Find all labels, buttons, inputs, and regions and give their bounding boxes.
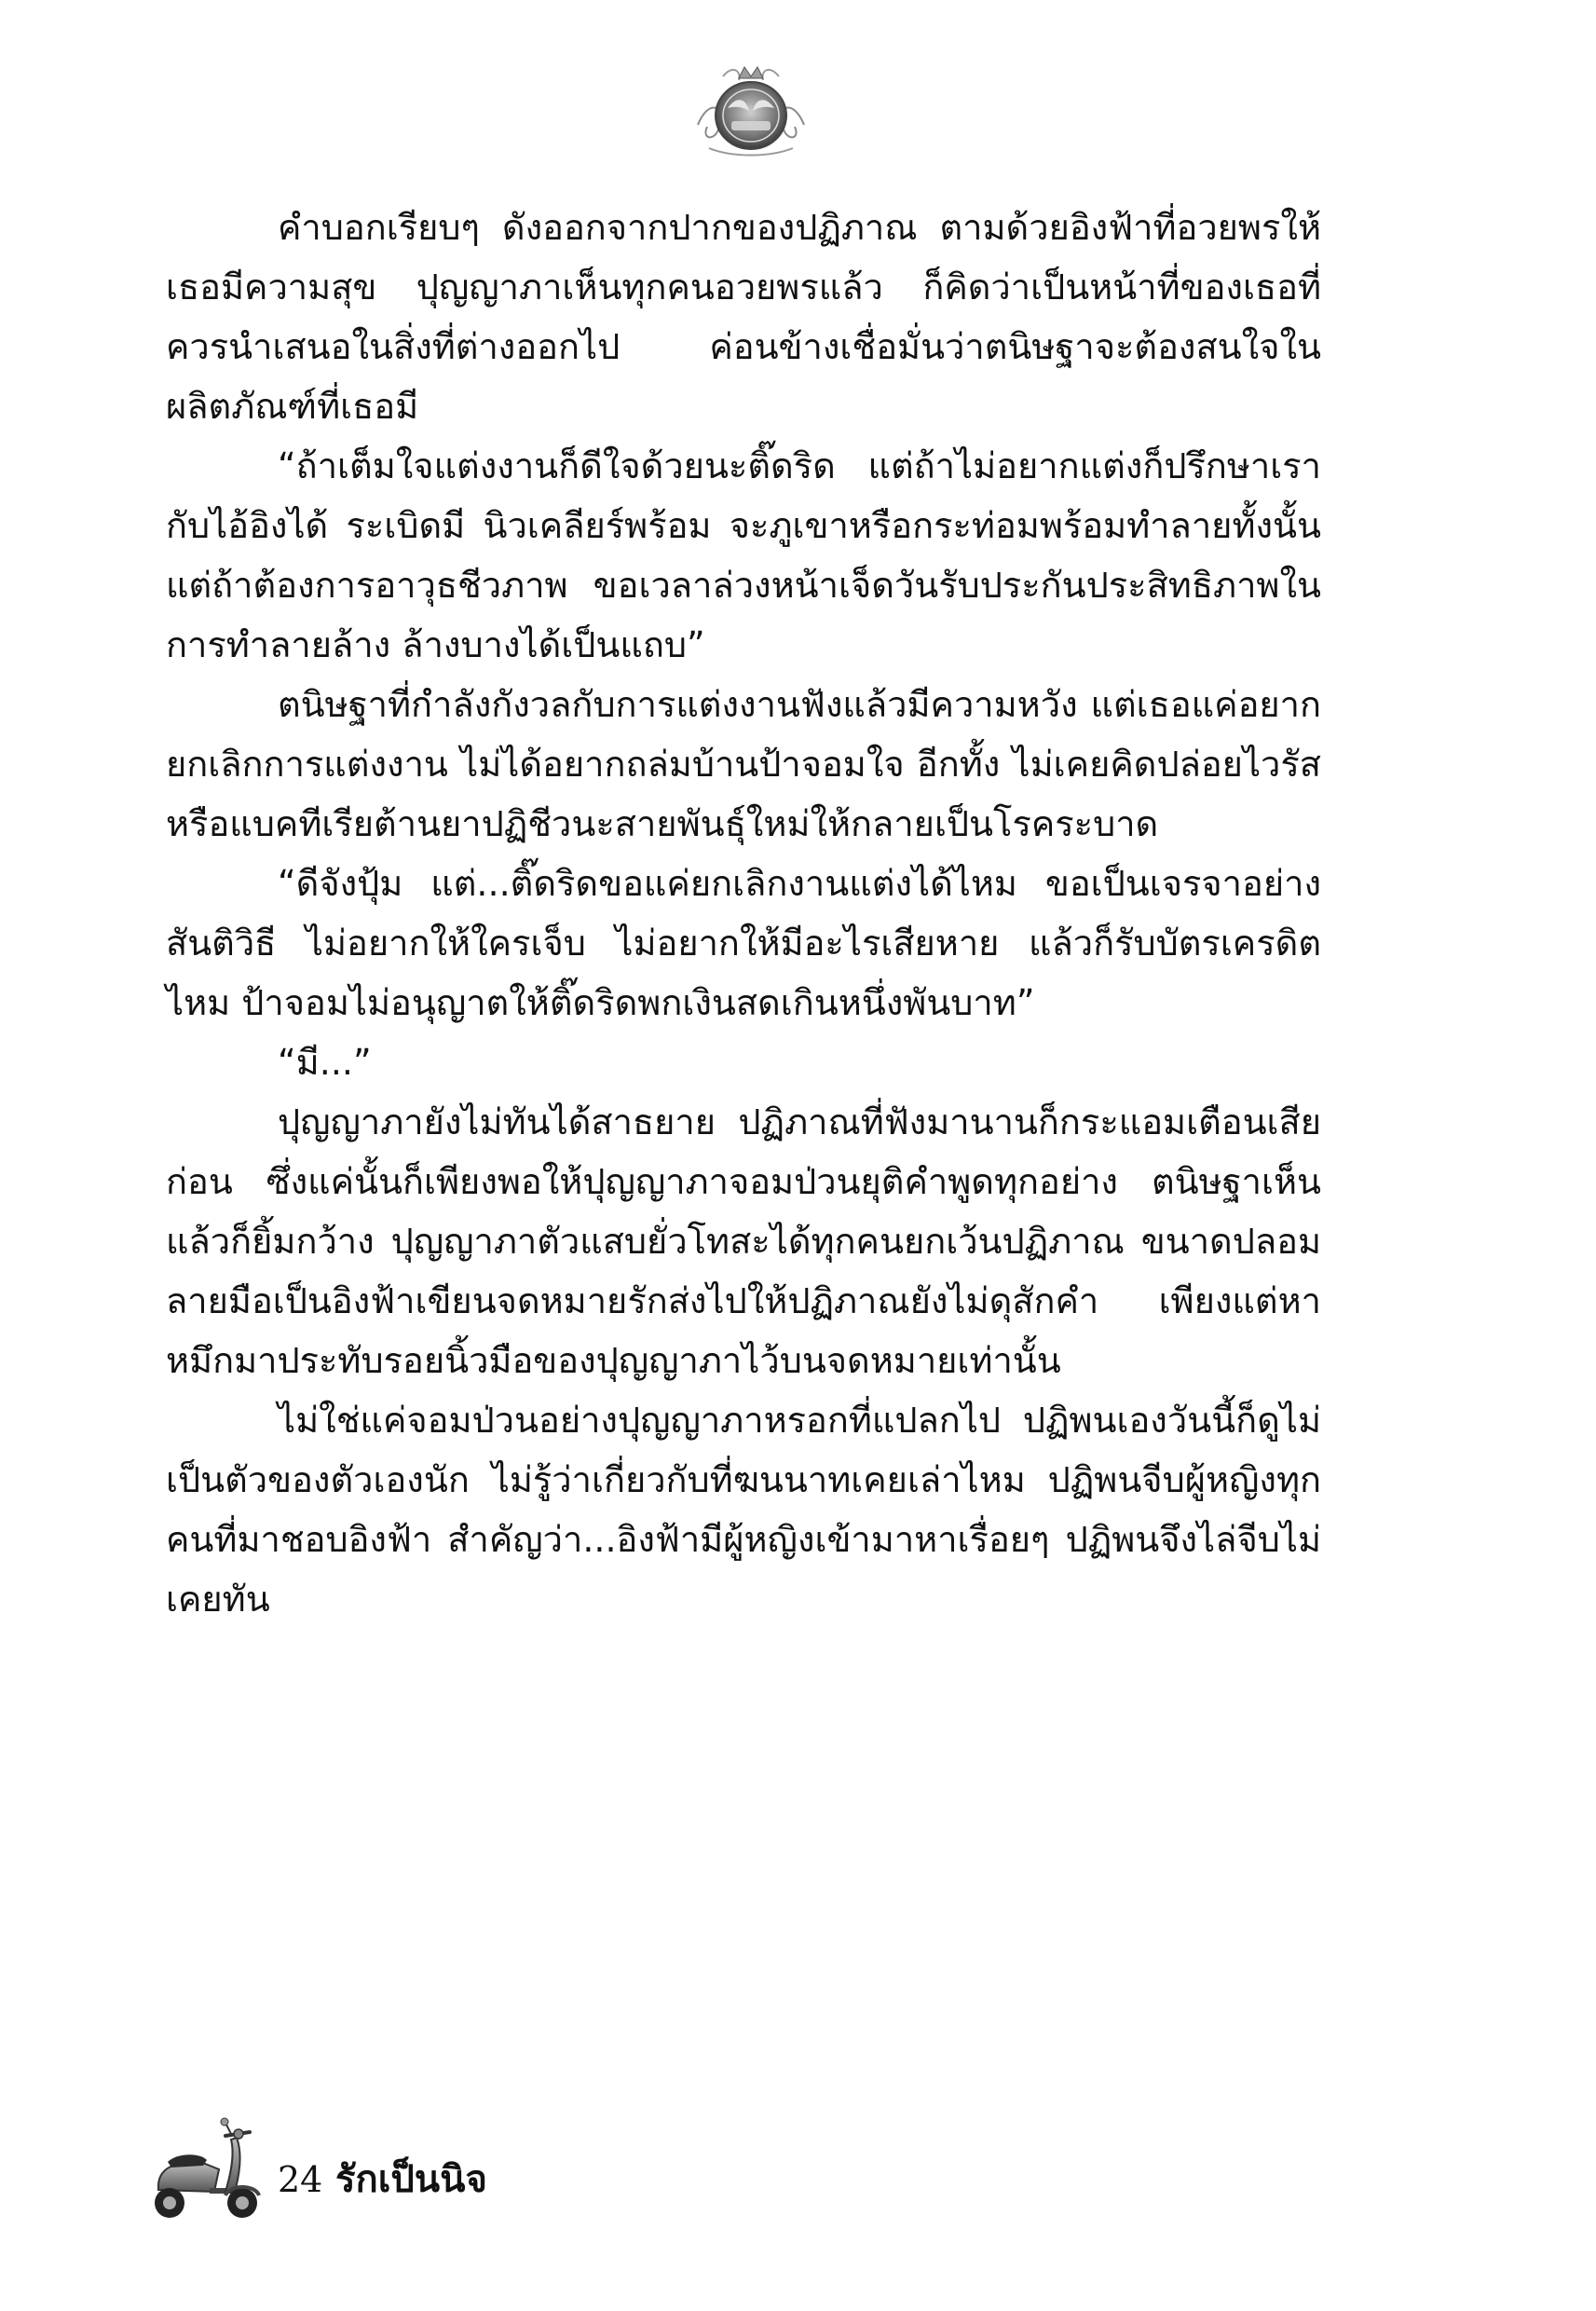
paragraph: ไม่ใช่แค่จอมป่วนอย่างปุญญาภาหรอกที่แปลกไป ปฏิพนเองวันนี้ก็ดูไม่เป็นตัวของตัวเองนัก ไม่รู้ว่าเกี่ยวกับที่ฆนนาทเคยเล่าไหม ปฏิพนจีบผู้หญิงทุกคนที่มาชอบอิงฟ้า สำคัญว่า...อิงฟ้ามีผู้หญิงเข้ามาหาเรื่อยๆ ปฏิพนจึงไล่จีบไม่เคยทัน xyxy=(166,1400,1321,1620)
paragraph: “มี...” xyxy=(278,1042,372,1083)
paragraph: “ดีจังปุ้ม แต่...ติ๊ดริดขอแค่ยกเลิกงานแต่งได้ไหม ขอเป็นเจรจาอย่างสันติวิธี ไม่อยากให้ใครเจ็บ ไม่อยากให้มีอะไรเสียหาย แล้วก็รับบัตรเครดิตไหม ป้าจอมไม่อนุญาตให้ติ๊ดริดพกเงินสดเกินหนึ่งพันบาท” xyxy=(166,863,1321,1023)
body-text xyxy=(166,198,1321,1629)
page-footer xyxy=(121,2115,773,2227)
paragraph: ตนิษฐาที่กำลังกังวลกับการแต่งงานฟังแล้วมีความหวัง แต่เธอแค่อยากยกเลิกการแต่งงาน ไม่ได้อยากถล่มบ้านป้าจอมใจ อีกทั้ง ไม่เคยคิดปล่อยไวรัสหรือแบคทีเรียต้านยาปฏิชีวนะสายพันธุ์ใหม่ให้กลายเป็นโรคระบาด xyxy=(166,684,1321,844)
ornate-emblem-icon xyxy=(690,60,812,162)
scooter-icon xyxy=(121,2115,270,2227)
paragraph: “ถ้าเต็มใจแต่งงานก็ดีใจด้วยนะติ๊ดริด แต่ถ้าไม่อยากแต่งก็ปรึกษาเรากับไอ้อิงได้ ระเบิดมี นิวเคลียร์พร้อม จะภูเขาหรือกระท่อมพร้อมทำลายทั้งนั้น แต่ถ้าต้องการอาวุธชีวภาพ ขอเวลาล่วงหน้าเจ็ดวันรับประกันประสิทธิภาพในการทำลายล้าง ล้างบางได้เป็นแถบ” xyxy=(166,445,1321,665)
page-number: 24 xyxy=(278,2159,323,2200)
paragraph: ปุญญาภายังไม่ทันได้สาธยาย ปฏิภาณที่ฟังมานานก็กระแอมเตือนเสียก่อน ซึ่งแค่นั้นก็เพียงพอให้ปุญญาภาจอมป่วนยุติคำพูดทุกอย่าง ตนิษฐาเห็นแล้วก็ยิ้มกว้าง ปุญญาภาตัวแสบยั่วโทสะได้ทุกคนยกเว้นปฏิภาณ ขนาดปลอมลายมือเป็นอิงฟ้าเขียนจดหมายรักส่งไปให้ปฏิภาณยังไม่ดุสักคำ เพียงแต่หาหมึกมาประทับรอยนิ้วมือของปุญญาภาไว้บนจดหมายเท่านั้น xyxy=(166,1101,1321,1381)
book-title: รักเป็นนิจ xyxy=(335,2158,487,2201)
paragraph: คำบอกเรียบๆ ดังออกจากปากของปฏิภาณ ตามด้วยอิงฟ้าที่อวยพรให้เธอมีความสุข ปุญญาภาเห็นทุกคนอวยพรแล้ว ก็คิดว่าเป็นหน้าที่ของเธอที่ควรนำเสนอในสิ่งที่ต่างออกไป ค่อนข้างเชื่อมั่นว่าตนิษฐาจะต้องสนใจในผลิตภัณฑ์ที่เธอมี xyxy=(166,207,1321,427)
